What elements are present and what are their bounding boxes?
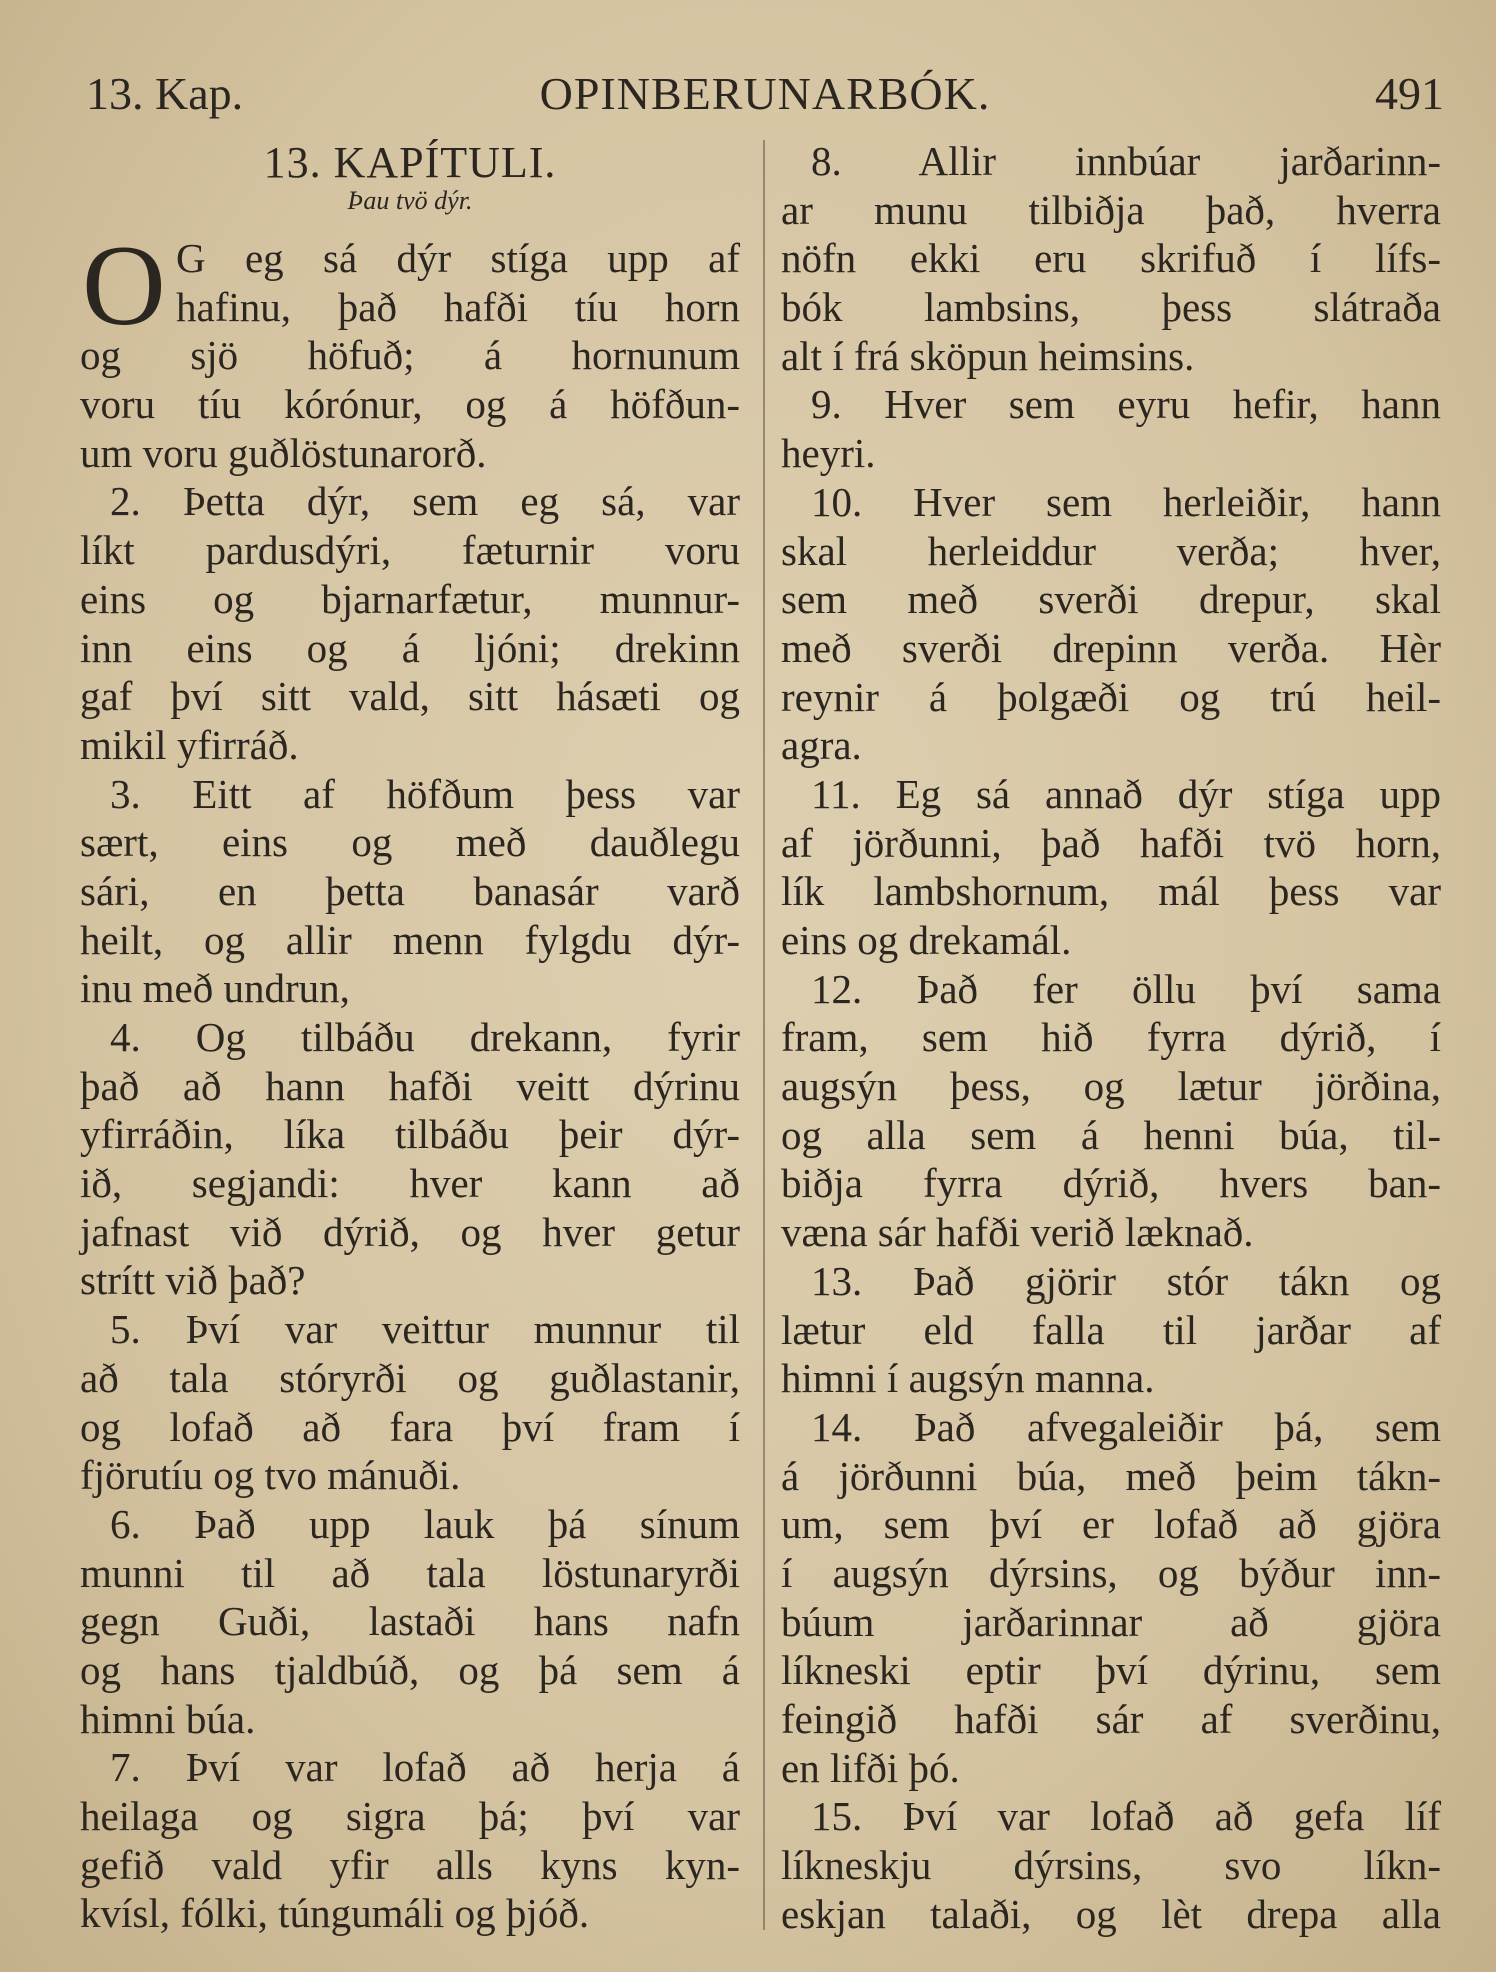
text-line: reynir á þolgæði og trú heil- [781,673,1441,720]
text-line: um, sem því er lofað að gjöra [781,1501,1441,1548]
text-line: líkneskju dýrsins, svo líkn- [781,1842,1441,1889]
text-line: mikil yfirráð. [80,721,299,768]
text-line: munni til að tala löstunaryrði [80,1549,740,1596]
text-line: væna sár hafði verið læknað. [781,1209,1254,1256]
verse [781,770,1441,965]
text-line: 11. Eg sá annað dýr stíga upp [811,770,1441,817]
text-line: 12. Það fer öllu því sama [811,965,1441,1012]
chapter-subtitle: Þau tvö dýr. [347,186,473,215]
text-line: um voru guðlöstunarorð. [80,429,487,476]
text-line: í augsýn dýrsins, og býður inn- [781,1549,1441,1596]
text-line: gegn Guði, lastaði hans nafn [80,1598,740,1645]
verse [80,477,740,769]
text-line: 15. Því var lofað að gefa líf [811,1793,1441,1840]
text-line: fjörutíu og tvo mánuði. [80,1452,461,1499]
text-line: voru tíu kórónur, og á höfðun- [80,381,740,428]
verse [781,137,1441,380]
text-line: ið, segjandi: hver kann að [80,1160,740,1207]
text-line: fram, sem hið fyrra dýrið, í [781,1014,1441,1061]
page-number: 491 [1375,68,1444,119]
text-line: inn eins og á ljóni; drekinn [80,624,740,671]
text-line: að tala stóryrði og guðlastanir, [80,1354,740,1401]
text-line: og lofað að fara því fram í [80,1403,740,1450]
text-line: sári, en þetta banasár varð [80,867,740,914]
text-line: 8. Allir innbúar jarðarinn- [811,138,1441,184]
text-line: heilt, og allir menn fylgdu dýr- [80,916,740,963]
text-line: og sjö höfuð; á hornunum [80,332,740,379]
text-line: 3. Eitt af höfðum þess var [110,770,740,817]
text-line: 7. Því var lofað að herja á [110,1744,740,1791]
text-line: eins og drekamál. [781,917,1072,963]
text-line: og hans tjaldbúð, og þá sem á [80,1646,740,1693]
text-line: 2. Þetta dýr, sem eg sá, var [110,478,740,525]
verse [80,222,740,477]
text-line: nöfn ekki eru skrifuð í lífs- [781,235,1441,282]
text-line: af jörðunni, það hafði tvö horn, [781,819,1441,866]
text-line: það að hann hafði veitt dýrinu [80,1062,740,1109]
text-line: gaf því sitt vald, sitt hásæti og [80,673,740,720]
text-line: 9. Hver sem eyru hefir, hann [811,381,1441,428]
text-line: heilaga og sigra þá; því var [80,1793,740,1839]
column-divider [763,140,765,1930]
text-line: agra. [781,722,862,769]
text-line: alt í frá sköpun heimsins. [781,332,1195,379]
text-line: eskjan talaði, og lèt drepa alla [781,1890,1441,1937]
text-line: 4. Og tilbáðu drekann, fyrir [110,1014,740,1060]
text-line: gefið vald yfir alls kyns kyn- [80,1841,740,1888]
verse [781,965,1441,1257]
running-head-chapter: 13. Kap. [86,68,244,119]
text-line: hafinu, það hafði tíu horn [176,283,740,330]
text-line: bók lambsins, þess slátraða [781,284,1441,331]
text-line: búum jarðarinnar að gjöra [781,1598,1441,1645]
text-line: kvísl, fólki, túngumáli og þjóð. [80,1890,590,1937]
text-line: sært, eins og með dauðlegu [80,819,740,866]
text-line: feingið hafði sár af sverðinu, [781,1696,1441,1742]
text-line: augsýn þess, og lætur jörðina, [781,1063,1441,1110]
verse [80,770,740,1013]
verse [80,1743,740,1938]
text-line: sem með sverði drepur, skal [781,576,1441,623]
text-line: himni í augsýn manna. [781,1355,1155,1402]
text-line: 13. Það gjörir stór tákn og [811,1257,1441,1304]
text-line: eins og bjarnarfætur, munnur- [80,575,740,622]
text-line: 14. Það afvegaleiðir þá, sem [811,1403,1441,1450]
text-line: lætur eld falla til jarðar af [781,1306,1441,1353]
text-line: yfirráðin, líka tilbáðu þeir dýr- [80,1111,740,1158]
verse [781,380,1441,477]
text-line: G eg sá dýr stíga upp af [176,235,740,281]
running-head-book-title: OPINBERUNARBÓK. [539,68,991,119]
text-line: líkt pardusdýri, fæturnir voru [80,527,740,574]
verse [781,1792,1441,1938]
text-line: 5. Því var veittur munnur til [110,1306,740,1353]
text-line: ar munu tilbiðja það, hverra [781,186,1441,233]
text-line: jafnast við dýrið, og hver getur [80,1208,740,1255]
text-line: biðja fyrra dýrið, hvers ban- [781,1160,1441,1207]
text-line: líkneski eptir því dýrinu, sem [781,1647,1441,1694]
verse [781,1403,1441,1793]
text-line: heyri. [781,430,876,477]
text-line: skal herleiddur verða; hver, [781,527,1441,574]
text-line: en lifði þó. [781,1744,960,1791]
text-line: himni búa. [80,1695,256,1742]
text-line: og alla sem á henni búa, til- [781,1111,1441,1158]
right-column [781,137,1441,1938]
text-line: inu með undrun, [80,965,350,1012]
verse [781,1257,1441,1403]
text-line: strítt við það? [80,1257,306,1304]
verse [80,1500,740,1743]
text-line: 6. Það upp lauk þá sínum [110,1500,740,1547]
chapter-title: 13. KAPÍTULI. [263,138,557,187]
text-line: á jörðunni búa, með þeim tákn- [781,1452,1441,1499]
drop-cap: O [82,222,166,350]
left-column [80,222,740,1938]
text-line: 10. Hver sem herleiðir, hann [811,478,1441,525]
text-line: með sverði drepinn verða. Hèr [781,624,1441,671]
verse [80,1013,740,1305]
verse [80,1305,740,1500]
verse [781,478,1441,770]
text-line: lík lambshornum, mál þess var [781,868,1441,915]
